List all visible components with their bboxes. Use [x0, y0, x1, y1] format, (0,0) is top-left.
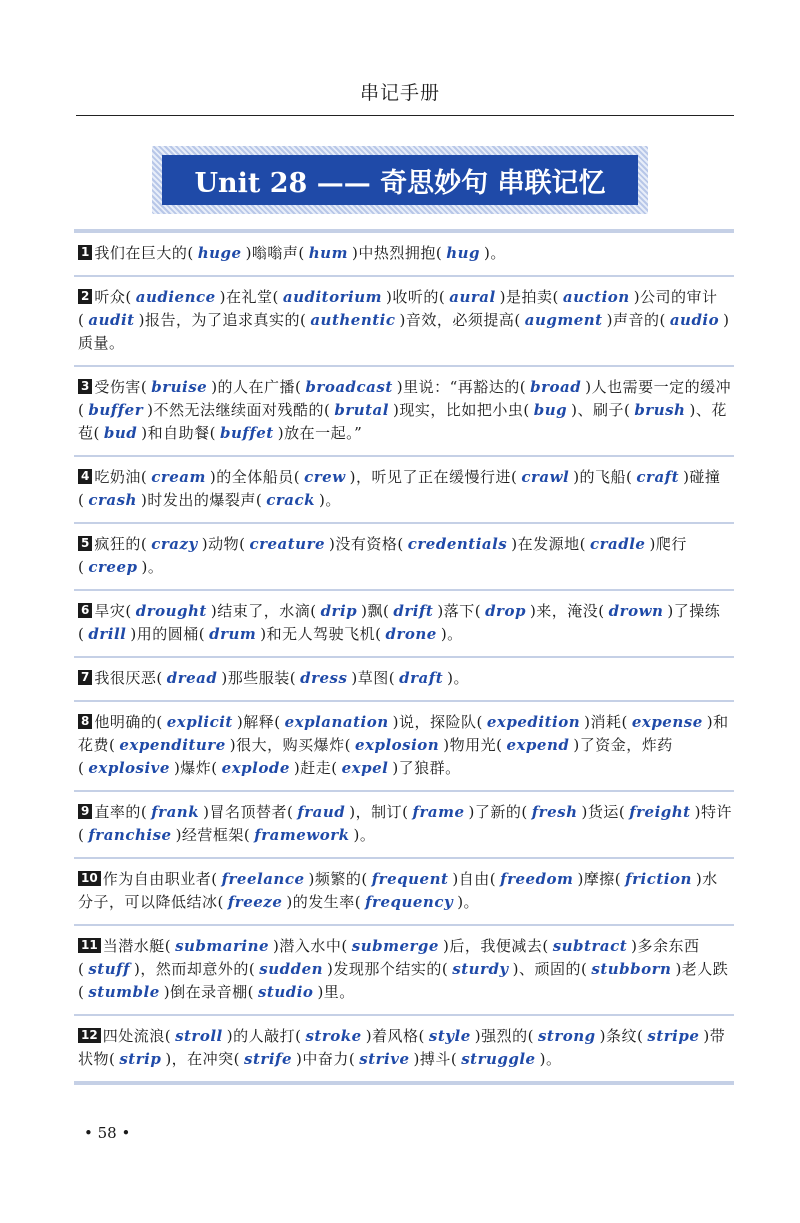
english-keyword: augment [524, 311, 603, 329]
english-keyword: audit [88, 311, 135, 329]
chinese-text: 受伤害( [94, 378, 148, 396]
chinese-text: )特许( [78, 803, 732, 844]
chinese-text: )。 [440, 625, 463, 643]
english-keyword: style [428, 1027, 471, 1045]
chinese-text: )老人跌( [78, 960, 729, 1001]
english-keyword: creep [88, 558, 138, 576]
english-keyword: hug [446, 244, 480, 262]
chinese-text: )嗡嗡声( [245, 244, 305, 262]
english-keyword: drought [135, 602, 207, 620]
chinese-text: )。 [141, 558, 164, 576]
sentence-entry [74, 700, 734, 790]
chinese-text: )声音的( [606, 311, 666, 329]
english-keyword: crew [304, 468, 346, 486]
chinese-text: )不然无法继续面对残酷的( [147, 401, 331, 419]
chinese-text: )赶走( [293, 759, 338, 777]
english-keyword: authentic [310, 311, 396, 329]
chinese-text: )发现那个结实的( [327, 960, 449, 978]
english-keyword: freelance [221, 870, 305, 888]
chinese-text: )倒在录音棚( [163, 983, 254, 1001]
english-keyword: hum [308, 244, 348, 262]
chinese-text: )。 [447, 669, 469, 687]
chinese-text: )，听见了正在缓慢行进( [349, 468, 518, 486]
chinese-text: )。 [484, 244, 506, 262]
english-keyword: friction [625, 870, 692, 888]
chinese-text: )潜入水中( [273, 937, 348, 955]
english-keyword: cradle [589, 535, 646, 553]
english-keyword: explicit [166, 713, 233, 731]
sentence-text [78, 937, 728, 1001]
page-number: • 58 • [84, 1124, 131, 1142]
chinese-text: )说，探险队( [392, 713, 483, 731]
english-keyword: strip [119, 1050, 162, 1068]
chinese-text: )了狼群。 [392, 759, 461, 777]
sentence-entry [74, 229, 734, 275]
english-keyword: expend [506, 736, 570, 754]
english-keyword: strong [537, 1027, 596, 1045]
chinese-text: )的人在广播( [211, 378, 302, 396]
english-keyword: strive [359, 1050, 410, 1068]
english-keyword: crash [88, 491, 137, 509]
chinese-text: )飘( [361, 602, 390, 620]
english-keyword: cream [151, 468, 206, 486]
chinese-text: )的人敲打( [226, 1027, 302, 1045]
sentence-entry [74, 455, 734, 522]
english-keyword: explanation [284, 713, 389, 731]
chinese-text: )了资金，炸药( [78, 736, 673, 777]
english-keyword: expel [341, 759, 389, 777]
english-keyword: drill [88, 625, 127, 643]
english-keyword: sudden [259, 960, 324, 978]
unit-banner [152, 146, 648, 214]
english-keyword: drown [608, 602, 664, 620]
english-keyword: framework [254, 826, 350, 844]
english-keyword: broad [530, 378, 582, 396]
entry-number: 9 [78, 804, 92, 819]
chinese-text: 吃奶油( [94, 468, 148, 486]
english-keyword: freight [629, 803, 691, 821]
chinese-text: )多余东西( [78, 937, 700, 978]
entry-number: 8 [78, 714, 92, 729]
chinese-text: )用的圆桶( [130, 625, 206, 643]
sentence-text [78, 713, 729, 777]
chinese-text: )质量。 [78, 311, 730, 352]
english-keyword: fraud [297, 803, 346, 821]
chinese-text: )条纹( [599, 1027, 644, 1045]
sentence-text [78, 803, 732, 844]
english-keyword: drum [209, 625, 257, 643]
english-keyword: audio [669, 311, 720, 329]
chinese-text: 他明确的( [94, 713, 163, 731]
english-keyword: stripe [647, 1027, 700, 1045]
english-keyword: fresh [531, 803, 578, 821]
english-keyword: buffer [88, 401, 144, 419]
chinese-text: )动物( [201, 535, 246, 553]
chinese-text: )爬行( [78, 535, 687, 576]
english-keyword: studio [257, 983, 314, 1001]
sentence-text [94, 244, 506, 262]
english-keyword: bug [533, 401, 568, 419]
english-keyword: subtract [552, 937, 628, 955]
english-keyword: stumble [88, 983, 160, 1001]
entry-number: 6 [78, 603, 92, 618]
chinese-text: )水分子，可以降低结冰( [78, 870, 718, 911]
sentence-entry [74, 924, 734, 1014]
entry-number: 12 [78, 1028, 101, 1043]
chinese-text: )的飞船( [573, 468, 633, 486]
chinese-text: )时发出的爆裂声( [140, 491, 263, 509]
chinese-text: )来，淹没( [529, 602, 605, 620]
chinese-text: )货运( [581, 803, 626, 821]
english-keyword: brutal [334, 401, 389, 419]
english-keyword: drip [320, 602, 358, 620]
english-keyword: expedition [486, 713, 581, 731]
chinese-text: )和自助餐( [141, 424, 216, 442]
sentence-text [78, 602, 720, 643]
chinese-text: )物用光( [443, 736, 503, 754]
entry-number: 5 [78, 536, 92, 551]
header-rule [76, 115, 734, 116]
chinese-text: )那些服装( [221, 669, 297, 687]
chinese-text: )。 [318, 491, 341, 509]
english-keyword: crawl [521, 468, 570, 486]
sentence-text [78, 378, 731, 442]
chinese-text: )碰撞( [78, 468, 721, 509]
chinese-text: )中奋力( [296, 1050, 356, 1068]
english-keyword: stuff [88, 960, 131, 978]
chinese-text: 四处流浪( [102, 1027, 172, 1045]
english-keyword: explode [221, 759, 290, 777]
chinese-text: )、顽固的( [512, 960, 588, 978]
english-keyword: drift [393, 602, 434, 620]
chinese-text: )后，我便减去( [442, 937, 549, 955]
chinese-text: )。 [353, 826, 376, 844]
english-keyword: broadcast [305, 378, 393, 396]
english-keyword: craft [636, 468, 680, 486]
chinese-text: )频繁的( [308, 870, 368, 888]
english-keyword: buffet [219, 424, 274, 442]
sentence-entry [74, 275, 734, 365]
chinese-text: )音效，必须提高( [399, 311, 521, 329]
chinese-text: )带状物( [78, 1027, 726, 1068]
chinese-text: 我很厌恶( [94, 669, 163, 687]
english-keyword: drone [385, 625, 437, 643]
sentence-text [94, 669, 469, 687]
sentence-entry [74, 790, 734, 857]
english-keyword: stroke [305, 1027, 362, 1045]
sentence-text [78, 535, 687, 576]
english-keyword: explosive [88, 759, 170, 777]
english-keyword: submerge [351, 937, 439, 955]
english-keyword: explosion [354, 736, 440, 754]
english-keyword: dread [166, 669, 218, 687]
chinese-text: 直率的( [94, 803, 148, 821]
chinese-text: )了操练( [78, 602, 721, 643]
unit-title: Unit 28 —— 奇思妙句 串联记忆 [162, 155, 638, 205]
english-keyword: draft [399, 669, 444, 687]
chinese-text: )在发源地( [511, 535, 586, 553]
chinese-text: )解释( [236, 713, 281, 731]
chinese-text: )草图( [351, 669, 396, 687]
english-keyword: credentials [407, 535, 508, 553]
chinese-text: )的全体船员( [209, 468, 301, 486]
chinese-text: )经营框架( [175, 826, 251, 844]
chinese-text: )是拍卖( [499, 288, 559, 306]
sentence-entry [74, 365, 734, 455]
chinese-text: 当潜水艇( [102, 937, 172, 955]
chinese-text: )里说：“再豁达的( [396, 378, 527, 396]
chinese-text: 作为自由职业者( [102, 870, 218, 888]
chinese-text: )中热烈拥抱( [351, 244, 443, 262]
chinese-text: )在礼堂( [219, 288, 279, 306]
chinese-text: )搏斗( [413, 1050, 458, 1068]
chinese-text: )消耗( [584, 713, 628, 731]
sentence-text [78, 288, 730, 352]
english-keyword: auction [562, 288, 630, 306]
chinese-text: )冒名顶替者( [203, 803, 294, 821]
chinese-text: )结束了，水滴( [210, 602, 317, 620]
english-keyword: franchise [88, 826, 172, 844]
english-keyword: frame [412, 803, 465, 821]
english-keyword: struggle [461, 1050, 536, 1068]
chinese-text: )强烈的( [474, 1027, 534, 1045]
english-keyword: dress [300, 669, 348, 687]
page-header-title: 串记手册 [359, 82, 440, 104]
english-keyword: frequency [365, 893, 454, 911]
chinese-text: )公司的审计( [78, 288, 718, 329]
english-keyword: freeze [227, 893, 283, 911]
sentence-text [78, 468, 720, 509]
chinese-text: )落下( [437, 602, 482, 620]
chinese-text: )报告，为了追求真实的( [138, 311, 307, 329]
entry-number: 10 [78, 871, 101, 886]
chinese-text: )爆炸( [173, 759, 218, 777]
english-keyword: crack [266, 491, 315, 509]
chinese-text: )着风格( [365, 1027, 425, 1045]
chinese-text: )，制订( [349, 803, 409, 821]
chinese-text: )了新的( [468, 803, 528, 821]
chinese-text: )自由( [452, 870, 497, 888]
english-keyword: aural [449, 288, 496, 306]
entry-number: 3 [78, 379, 92, 394]
english-keyword: stroll [175, 1027, 223, 1045]
chinese-text: )放在一起。” [277, 424, 363, 442]
chinese-text: )摩擦( [577, 870, 622, 888]
english-keyword: crazy [151, 535, 198, 553]
chinese-text: )和花费( [78, 713, 729, 754]
chinese-text: 旱灾( [94, 602, 132, 620]
english-keyword: stubborn [591, 960, 672, 978]
english-keyword: auditorium [282, 288, 382, 306]
sentence-entry [74, 857, 734, 924]
english-keyword: creature [249, 535, 326, 553]
sentence-entry [74, 1014, 734, 1085]
sentence-text [78, 1027, 725, 1068]
entry-number: 7 [78, 670, 92, 685]
english-keyword: bud [103, 424, 138, 442]
sentence-entry [74, 589, 734, 656]
chinese-text: 疯狂的( [94, 535, 148, 553]
chinese-text: )、花苞( [78, 401, 727, 442]
chinese-text: )收听的( [386, 288, 446, 306]
english-keyword: frequent [371, 870, 449, 888]
chinese-text: )、刷子( [571, 401, 631, 419]
chinese-text: )的发生率( [286, 893, 362, 911]
english-keyword: expenditure [119, 736, 226, 754]
chinese-text: )没有资格( [329, 535, 404, 553]
sentence-entry [74, 656, 734, 700]
entry-number: 4 [78, 469, 92, 484]
chinese-text: 我们在巨大的( [94, 244, 194, 262]
entry-number: 1 [78, 245, 92, 260]
chinese-text: )很大，购买爆炸( [229, 736, 351, 754]
sentence-list [74, 229, 734, 1085]
sentence-entry [74, 522, 734, 589]
sentence-text [78, 870, 718, 911]
english-keyword: brush [634, 401, 686, 419]
english-keyword: bruise [151, 378, 208, 396]
chinese-text: )，在冲突( [165, 1050, 241, 1068]
chinese-text: 听众( [94, 288, 132, 306]
english-keyword: drop [485, 602, 526, 620]
chinese-text: )和无人驾驶飞机( [260, 625, 382, 643]
chinese-text: )现实，比如把小虫( [392, 401, 530, 419]
english-keyword: submarine [175, 937, 270, 955]
english-keyword: expense [631, 713, 703, 731]
english-keyword: frank [151, 803, 200, 821]
chinese-text: )。 [457, 893, 480, 911]
chinese-text: )。 [539, 1050, 562, 1068]
english-keyword: huge [197, 244, 242, 262]
english-keyword: sturdy [452, 960, 509, 978]
entry-number: 11 [78, 938, 101, 953]
english-keyword: audience [135, 288, 216, 306]
english-keyword: freedom [500, 870, 574, 888]
chinese-text: )，然而却意外的( [134, 960, 256, 978]
english-keyword: strife [244, 1050, 293, 1068]
chinese-text: )人也需要一定的缓冲( [78, 378, 732, 419]
entry-number: 2 [78, 289, 92, 304]
chinese-text: )里。 [317, 983, 355, 1001]
